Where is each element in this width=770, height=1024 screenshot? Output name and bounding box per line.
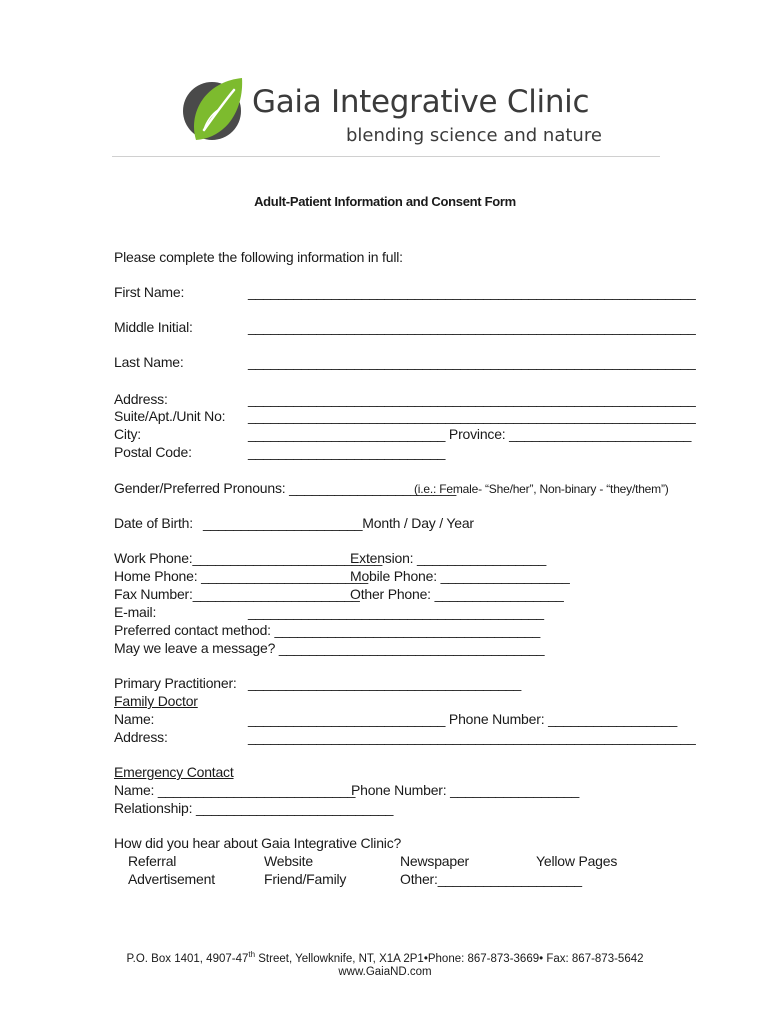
first-name-field[interactable]: ___________________________________________________________ xyxy=(248,284,696,300)
footer-address-end: Street, Yellowknife, NT, X1A 2P1•Phone: 867-873-3669• Fax: 867-873-5642 xyxy=(255,952,644,965)
referral-option-yellow-pages[interactable]: Yellow Pages xyxy=(536,853,618,869)
postal-code-label: Postal Code: xyxy=(114,444,192,460)
brand-tagline: blending science and nature xyxy=(346,125,602,146)
suite-field[interactable]: ___________________________________________________________ xyxy=(248,408,696,424)
fax-number-field[interactable]: Fax Number:______________________ xyxy=(114,586,360,602)
brand-name: Gaia Integrative Clinic xyxy=(252,84,590,120)
other-phone-field[interactable]: Other Phone: _________________ xyxy=(350,586,564,602)
mobile-phone-field[interactable]: Mobile Phone: _________________ xyxy=(350,568,570,584)
last-name-label: Last Name: xyxy=(114,354,184,370)
address-label: Address: xyxy=(114,391,168,407)
footer-address xyxy=(0,950,770,965)
referral-option-website[interactable]: Website xyxy=(264,853,313,869)
gender-hint: (i.e.: Female- “She/her”, Non-binary - “they/them”) xyxy=(414,482,669,496)
family-doctor-name-field[interactable]: __________________________ Phone Number: _________________ xyxy=(248,711,678,727)
practitioner-field[interactable]: ____________________________________ xyxy=(248,675,522,691)
referral-option-advertisement[interactable]: Advertisement xyxy=(128,871,215,887)
city-label: City: xyxy=(114,426,142,442)
emergency-name-field[interactable]: Name: __________________________ xyxy=(114,782,356,798)
header-divider xyxy=(112,156,660,157)
referral-option-other[interactable]: Other:___________________ xyxy=(400,871,582,887)
form-title: Adult-Patient Information and Consent Form xyxy=(254,194,516,209)
extension-field[interactable]: Extension: _________________ xyxy=(350,550,547,566)
family-doctor-name-label: Name: xyxy=(114,711,155,727)
preferred-contact-field[interactable]: Preferred contact method: ___________________________________ xyxy=(114,622,541,638)
city-province-field[interactable]: __________________________ Province: ________________________ xyxy=(248,426,692,442)
emergency-relationship-field[interactable]: Relationship: __________________________ xyxy=(114,800,394,816)
dob-label: Date of Birth: xyxy=(114,515,193,531)
address-field[interactable]: ___________________________________________________________ xyxy=(248,391,696,407)
middle-initial-field[interactable]: ___________________________________________________________ xyxy=(248,319,696,335)
form-intro: Please complete the following information in full: xyxy=(114,249,403,265)
postal-code-field[interactable]: __________________________ xyxy=(248,444,446,460)
footer-address-start: P.O. Box 1401, 4907-47 xyxy=(126,952,249,965)
footer-website[interactable]: www.GaiaND.com xyxy=(338,966,432,978)
emergency-contact-heading: Emergency Contact xyxy=(114,764,234,780)
family-doctor-address-field[interactable]: ___________________________________________________________ xyxy=(248,729,696,745)
referral-option-newspaper[interactable]: Newspaper xyxy=(400,853,470,869)
dob-field[interactable]: _____________________Month / Day / Year xyxy=(203,515,474,531)
leave-message-field[interactable]: May we leave a message? ___________________________________ xyxy=(114,640,545,656)
middle-initial-label: Middle Initial: xyxy=(114,319,193,335)
referral-option-friend-family[interactable]: Friend/Family xyxy=(264,871,347,887)
referral-option-referral[interactable]: Referral xyxy=(128,853,177,869)
gender-pronouns-field[interactable]: Gender/Preferred Pronouns: ______________________ xyxy=(114,480,457,496)
practitioner-label: Primary Practitioner: xyxy=(114,675,237,691)
email-field[interactable]: _______________________________________ xyxy=(248,604,544,620)
first-name-label: First Name: xyxy=(114,284,185,300)
family-doctor-address-label: Address: xyxy=(114,729,168,745)
clinic-logo-icon xyxy=(182,74,244,146)
work-phone-field[interactable]: Work Phone:_________________________ xyxy=(114,550,383,566)
last-name-field[interactable]: ___________________________________________________________ xyxy=(248,354,696,370)
family-doctor-heading: Family Doctor xyxy=(114,693,198,709)
referral-question: How did you hear about Gaia Integrative Clinic? xyxy=(114,835,402,851)
emergency-phone-field[interactable]: Phone Number: _________________ xyxy=(351,782,580,798)
home-phone-field[interactable]: Home Phone: ______________________ xyxy=(114,568,368,584)
suite-label: Suite/Apt./Unit No: xyxy=(114,408,226,424)
email-label: E-mail: xyxy=(114,604,157,620)
footer-address-sup: th xyxy=(248,950,256,959)
